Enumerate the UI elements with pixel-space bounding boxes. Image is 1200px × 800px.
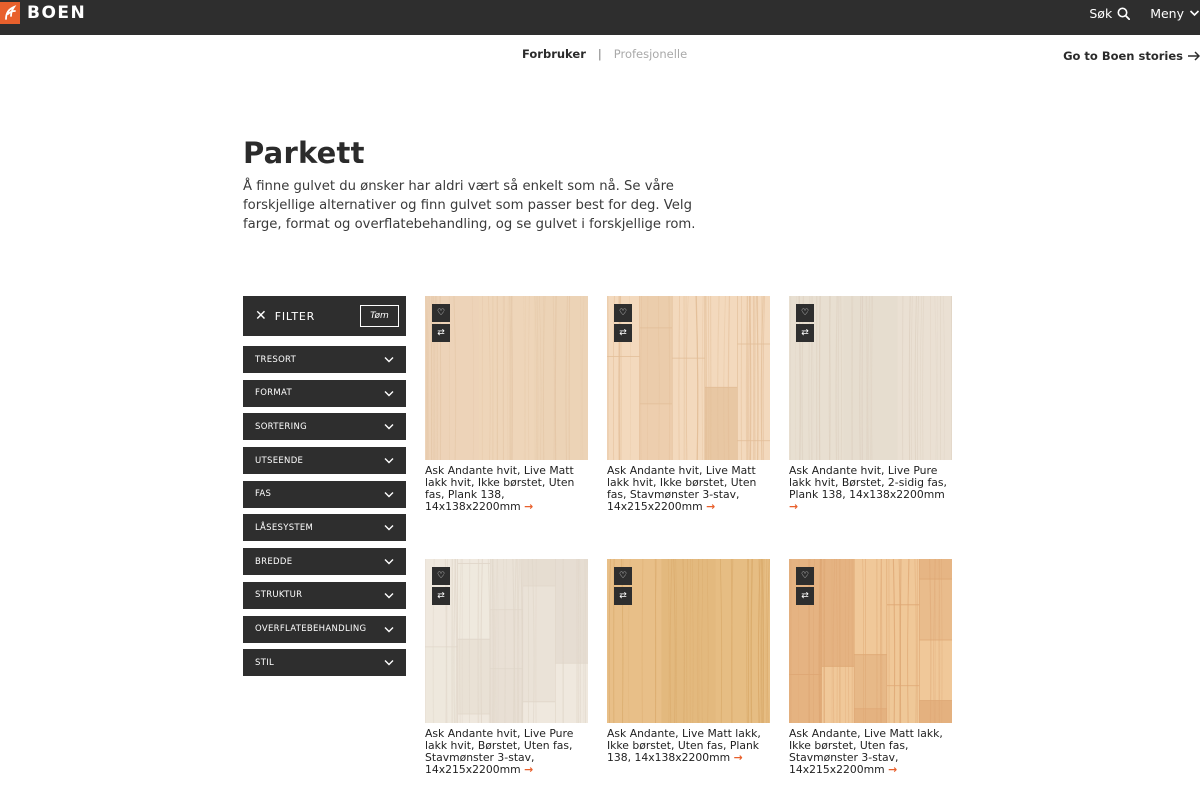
compare-button[interactable] [796,324,814,342]
product-title-link[interactable] [607,728,770,764]
filter-item-label: FAS [255,489,272,500]
compare-button[interactable] [432,587,450,605]
heart-icon: ♡ [618,308,628,318]
compare-arrows-icon: ⇄ [619,328,627,338]
audience-switch [0,47,1200,63]
filter-item-label: SORTERING [255,421,307,432]
top-actions [1089,0,1200,26]
product-title: Ask Andante hvit, Live Matt lakk hvit, Ikke børstet, Uten fas, Stavmønster 3-stav, 14x215x2200mm [607,464,757,513]
chevron-down-icon [384,390,394,397]
favorite-button[interactable] [614,567,632,585]
chevron-down-icon [384,524,394,531]
chevron-down-icon [384,558,394,565]
audience-consumer-link[interactable]: Forbruker [522,47,586,61]
product-card[interactable] [425,296,588,513]
boen-stories-label: Go to Boen stories [1063,49,1183,63]
chevron-down-icon [384,592,394,599]
heart-icon: ♡ [618,571,628,581]
chevron-down-icon [384,356,394,363]
filter-item-label: FORMAT [255,388,292,399]
boen-stories-link[interactable] [1063,49,1200,63]
top-bar [0,0,1200,35]
product-title: Ask Andante hvit, Live Matt lakk hvit, Ikke børstet, Uten fas, Plank 138, 14x138x2200mm [425,464,575,513]
chevron-down-icon [384,491,394,498]
product-title-link[interactable] [789,465,952,513]
filter-item-label: UTSEENDE [255,455,304,466]
product-title: Ask Andante, Live Matt lakk, Ikke børstet, Uten fas, Plank 138, 14x138x2200mm [607,727,761,764]
favorite-button[interactable] [796,567,814,585]
compare-arrows-icon: ⇄ [619,591,627,601]
filter-item-sortering[interactable] [243,413,406,440]
compare-arrows-icon: ⇄ [437,328,445,338]
audience-professional-link[interactable]: Profesjonelle [613,47,688,61]
filter-item-label: BREDDE [255,556,293,567]
boen-logo-mark-icon [0,2,20,24]
product-card[interactable] [789,296,952,513]
page-intro: Å finne gulvet du ønsker har aldri vært så enkelt som nå. Se våre forskjellige alternativer og finn gulvet som passer best for deg. Velg farge, format og overflatebehandling, og se gulvet i forskjellige rom. [243,179,696,232]
product-title-link[interactable] [607,465,770,513]
compare-arrows-icon: ⇄ [437,591,445,601]
product-card[interactable] [789,559,952,776]
product-title: Ask Andante, Live Matt lakk, Ikke børstet, Uten fas, Stavmønster 3-stav, 14x215x2200mm [789,727,943,776]
filter-item-label: STIL [255,657,275,668]
compare-button[interactable] [614,587,632,605]
product-image[interactable] [789,559,952,723]
menu-label: Meny [1150,5,1184,21]
product-image[interactable] [425,559,588,723]
product-image[interactable] [607,296,770,460]
product-card[interactable] [607,559,770,764]
filter-item-bredde[interactable] [243,548,406,575]
compare-arrows-icon: ⇄ [801,591,809,601]
product-title-link[interactable] [789,728,952,776]
chevron-down-icon [384,457,394,464]
search-button[interactable] [1089,6,1130,21]
favorite-button[interactable] [796,304,814,322]
arrow-right-icon [1188,51,1200,61]
search-icon [1117,7,1130,20]
filter-item-lasesystem[interactable] [243,514,406,541]
favorite-button[interactable] [432,567,450,585]
product-title-link[interactable] [425,728,588,776]
filter-header [243,296,406,336]
compare-button[interactable] [432,324,450,342]
product-card[interactable] [425,559,588,776]
filter-item-label: LÅSESYSTEM [255,522,314,533]
filter-item-overflatebehandling[interactable] [243,616,406,643]
filter-item-fas[interactable] [243,481,406,508]
product-title: Ask Andante hvit, Live Pure lakk hvit, Børstet, 2-sidig fas, Plank 138, 14x138x2200mm [789,464,947,501]
favorite-button[interactable] [614,304,632,322]
arrow-right-icon: → [789,500,799,513]
chevron-down-icon [384,423,394,430]
heart-icon: ♡ [800,308,810,318]
compare-button[interactable] [614,324,632,342]
compare-arrows-icon: ⇄ [801,328,809,338]
heart-icon: ♡ [436,308,446,318]
product-image[interactable] [425,296,588,460]
product-title-link[interactable] [425,465,588,513]
filter-item-utseende[interactable] [243,447,406,474]
product-card[interactable] [607,296,770,513]
menu-button[interactable] [1150,6,1200,21]
filter-list [243,346,406,683]
search-label: Søk [1089,5,1113,21]
filter-item-label: TRESORT [255,354,297,365]
product-image[interactable] [607,559,770,723]
filter-item-stil[interactable] [243,649,406,676]
audience-separator: | [597,47,602,61]
arrow-right-icon: → [524,500,534,513]
arrow-right-icon: → [706,500,716,513]
chevron-down-icon [1189,9,1200,17]
product-title: Ask Andante hvit, Live Pure lakk hvit, Børstet, Uten fas, Stavmønster 3-stav, 14x215x2200mm [425,727,574,776]
page-title: Parkett [243,136,365,170]
filter-item-format[interactable] [243,380,406,407]
clear-filter-button[interactable]: Tøm [360,305,399,327]
arrow-right-icon: → [733,751,743,764]
heart-icon: ♡ [800,571,810,581]
logo-text: BOEN [27,3,87,23]
filter-item-struktur[interactable] [243,582,406,609]
close-filter-icon[interactable]: ✕ [255,308,267,324]
arrow-right-icon: → [888,763,898,776]
chevron-down-icon [384,659,394,666]
heart-icon: ♡ [436,571,446,581]
filter-item-label: STRUKTUR [255,590,303,601]
filter-item-label: OVERFLATEBEHANDLING [255,624,367,634]
filter-title: FILTER [274,309,316,323]
product-image[interactable] [789,296,952,460]
compare-button[interactable] [796,587,814,605]
boen-logo[interactable] [0,2,86,24]
favorite-button[interactable] [432,304,450,322]
arrow-right-icon: → [524,763,534,776]
filter-item-tresort[interactable] [243,346,406,373]
chevron-down-icon [384,626,394,633]
